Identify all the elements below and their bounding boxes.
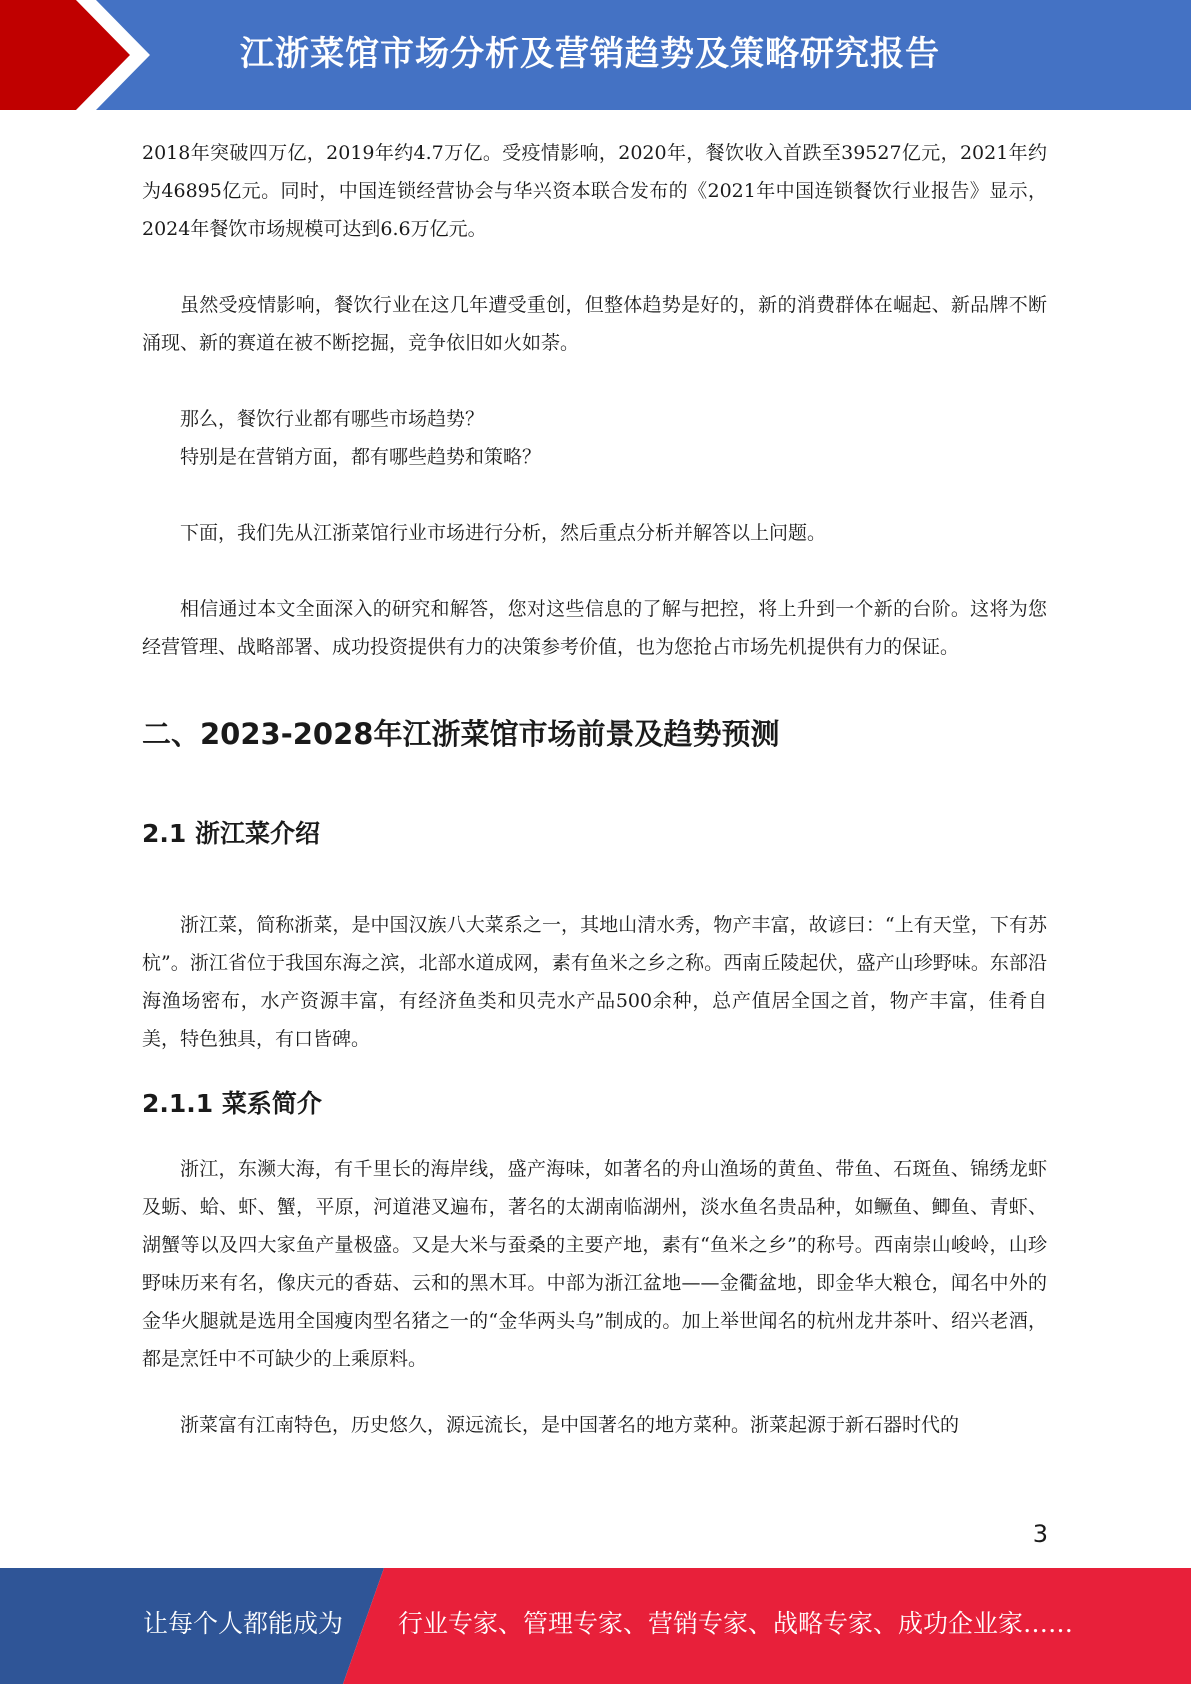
section-2-1-heading: 2.1 浙江菜介绍 xyxy=(142,819,320,848)
question-2: 特别是在营销方面，都有哪些趋势和策略？ xyxy=(180,446,542,468)
section-2-1-1-paragraph-1: 浙江，东濒大海，有千里长的海岸线，盛产海味，如著名的舟山渔场的黄鱼、带鱼、石斑鱼、锦绣龙虾及蛎、蛤、虾、蟹，平原，河道港叉遍布，著名的太湖南临湖州，淡水鱼名贵品种，如鳜鱼、鲫鱼、青虾、湖蟹等以及四大家鱼产量极盛。又是大米与蚕桑的主要产地，素有“鱼米之乡”的称号。西南崇山峻岭，山珍野味历来有名，像庆元的香菇、云和的黑木耳。中部为浙江盆地——金衢盆地，即金华大粮仓，闻名中外的金华火腿就是选用全国瘦肉型名猪之一的“金华两头乌”制成的。加上举世闻名的杭州龙井茶叶、绍兴老酒，都是烹饪中不可缺少的上乘原料。 xyxy=(142,1158,1047,1370)
footer-slogan-right: 行业专家、管理专家、营销专家、战略专家、成功企业家…… xyxy=(398,1609,1074,1638)
section-2-1-1-paragraph-2: 浙菜富有江南特色，历史悠久，源远流长，是中国著名的地方菜种。浙菜起源于新石器时代的 xyxy=(180,1414,960,1436)
page-header xyxy=(0,0,1191,110)
footer-slogan-left: 让每个人都能成为 xyxy=(143,1609,344,1638)
trend-paragraph: 虽然受疫情影响，餐饮行业在这几年遭受重创，但整体趋势是好的，新的消费群体在崛起、新品牌不断涌现、新的赛道在被不断挖掘，竞争依旧如火如荼。 xyxy=(142,294,1047,354)
page-content xyxy=(142,134,1047,1444)
section-2-1-paragraph: 浙江菜，简称浙菜，是中国汉族八大菜系之一，其地山清水秀，物产丰富，故谚曰：“上有天堂，下有苏杭”。浙江省位于我国东海之滨，北部水道成网，素有鱼米之乡之称。西南丘陵起伏，盛产山珍野味。东部沿海渔场密布，水产资源丰富，有经济鱼类和贝壳水产品500余种，总产值居全国之首，物产丰富，佳肴自美，特色独具，有口皆碑。 xyxy=(142,914,1047,1050)
section-2-heading: 二、2023-2028年江浙菜馆市场前景及趋势预测 xyxy=(142,717,780,751)
intro-paragraph: 2018年突破四万亿，2019年约4.7万亿。受疫情影响，2020年，餐饮收入首跌至39527亿元，2021年约为46895亿元。同时，中国连锁经营协会与华兴资本联合发布的《2021年中国连锁餐饮行业报告》显示，2024年餐饮市场规模可达到6.6万亿元。 xyxy=(142,142,1047,240)
value-paragraph: 相信通过本文全面深入的研究和解答，您对这些信息的了解与把控，将上升到一个新的台阶。这将为您经营管理、战略部署、成功投资提供有力的决策参考价值，也为您抢占市场先机提供有力的保证。 xyxy=(142,598,1047,658)
page-number: 3 xyxy=(1032,1520,1048,1548)
report-title: 江浙菜馆市场分析及营销趋势及策略研究报告 xyxy=(240,34,940,74)
page-footer xyxy=(0,1568,1191,1684)
question-1: 那么，餐饮行业都有哪些市场趋势？ xyxy=(180,408,485,430)
section-2-1-1-heading: 2.1.1 菜系简介 xyxy=(142,1089,322,1118)
next-paragraph: 下面，我们先从江浙菜馆行业市场进行分析，然后重点分析并解答以上问题。 xyxy=(180,522,827,544)
